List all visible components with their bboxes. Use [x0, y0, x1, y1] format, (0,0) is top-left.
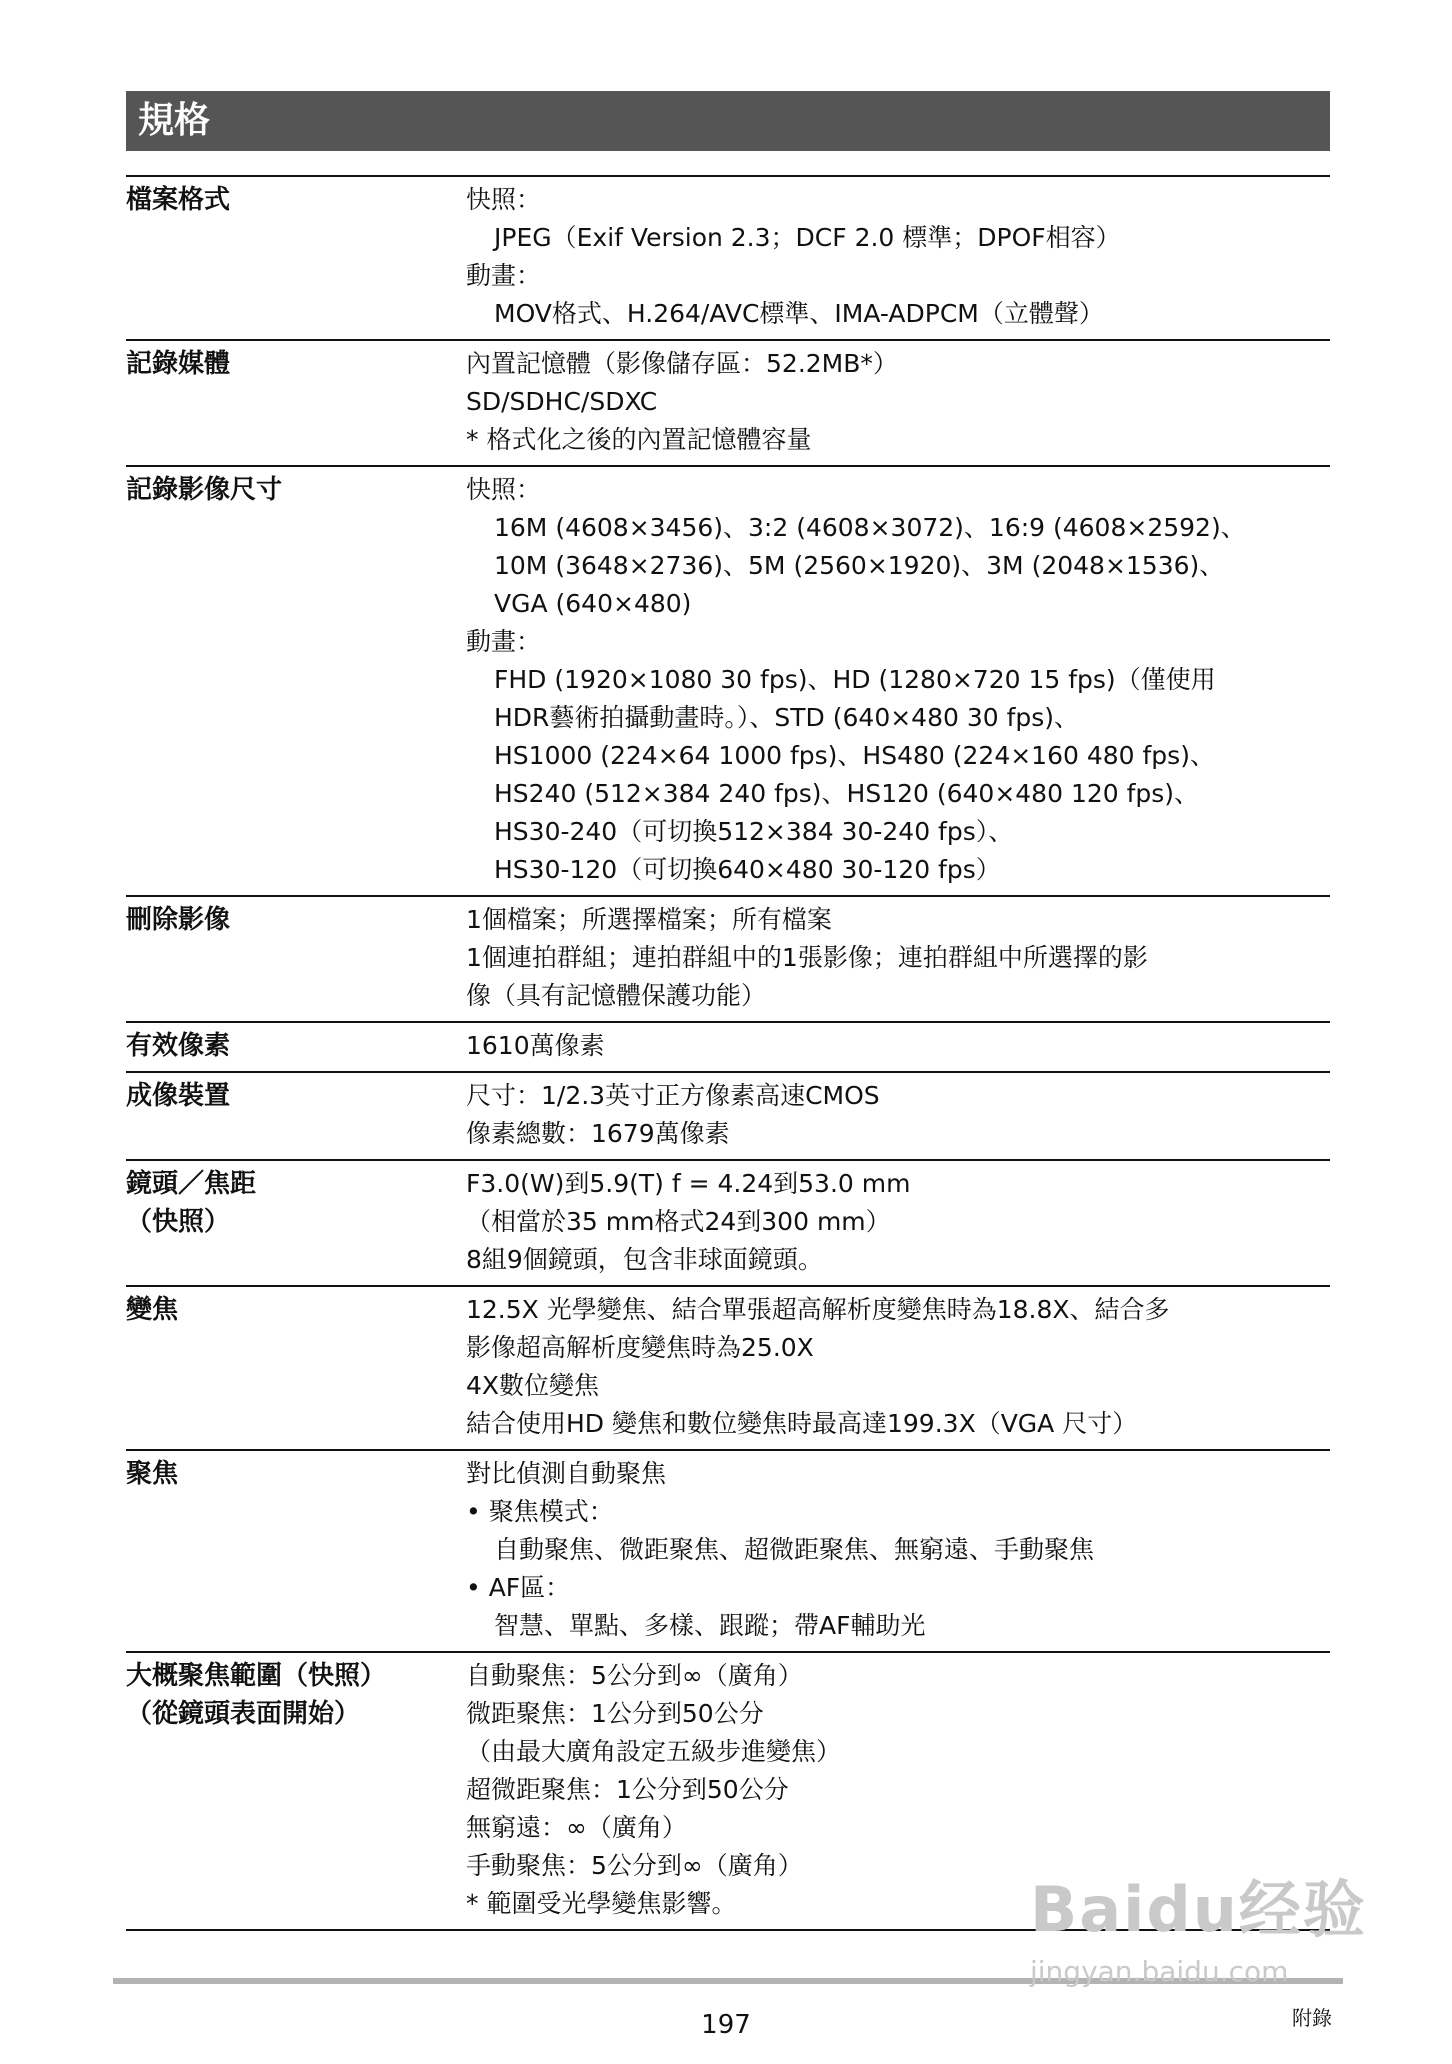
spec-row	[126, 897, 1330, 1023]
spec-value-line: JPEG（Exif Version 2.3；DCF 2.0 標準；DPOF相容）	[494, 223, 1121, 252]
spec-value-line: 無窮遠：∞（廣角）	[466, 1813, 687, 1842]
spec-value-line: HDR藝術拍攝動畫時。）、STD (640×480 30 fps)、	[494, 703, 1080, 732]
spec-row	[126, 467, 1330, 897]
spec-value-line: 超微距聚焦：1公分到50公分	[466, 1775, 789, 1804]
spec-value-line: 內置記憶體（影像儲存區：52.2MB*）	[466, 349, 898, 378]
spec-value-line: F3.0(W)到5.9(T) f = 4.24到53.0 mm	[466, 1169, 911, 1198]
section-header	[126, 91, 1330, 151]
spec-value-line: HS1000 (224×64 1000 fps)、HS480 (224×160 480 fps)、	[494, 741, 1215, 770]
spec-value-line: （相當於35 mm格式24到300 mm）	[466, 1207, 891, 1236]
spec-value-line: （由最大廣角設定五級步進變焦）	[466, 1737, 842, 1766]
spec-value	[466, 1291, 1330, 1443]
spec-row	[126, 341, 1330, 467]
spec-value	[466, 181, 1330, 333]
spec-value-line: 尺寸：1/2.3英寸正方像素高速CMOS	[466, 1081, 880, 1110]
spec-value-line: 自動聚焦、微距聚焦、超微距聚焦、無窮遠、手動聚焦	[494, 1535, 1095, 1564]
spec-label: 刪除影像	[126, 905, 231, 935]
spec-value-line: 自動聚焦：5公分到∞（廣角）	[466, 1661, 803, 1690]
spec-value-line: 微距聚焦：1公分到50公分	[466, 1699, 764, 1728]
spec-value-line: SD/SDHC/SDXC	[466, 387, 658, 416]
spec-value	[466, 1165, 1330, 1279]
spec-value-line: 像素總數：1679萬像素	[466, 1119, 730, 1148]
spec-label: 鏡頭／焦距 （快照）	[126, 1169, 257, 1237]
spec-value-line: 4X數位變焦	[466, 1371, 600, 1400]
spec-value	[466, 345, 1330, 459]
watermark-url: jingyan.baidu.com	[1030, 1955, 1289, 1988]
spec-label: 聚焦	[126, 1459, 179, 1489]
spec-label: 成像裝置	[126, 1081, 231, 1111]
spec-label: 記錄媒體	[126, 349, 231, 379]
spec-row	[126, 1023, 1330, 1073]
spec-value-line: 16M (4608×3456)、3:2 (4608×3072)、16:9 (4608×2592)、	[494, 513, 1246, 542]
spec-value	[466, 471, 1330, 889]
spec-label: 記錄影像尺寸	[126, 475, 283, 505]
spec-value-line: 結合使用HD 變焦和數位變焦時最高達199.3X（VGA 尺寸）	[466, 1409, 1138, 1438]
spec-row	[126, 177, 1330, 341]
spec-label: 變焦	[126, 1295, 179, 1325]
spec-row	[126, 1451, 1330, 1653]
spec-value-line: 動畫：	[466, 261, 542, 290]
spec-value-line: HS30-240（可切換512×384 30-240 fps）、	[494, 817, 1014, 846]
baidu-watermark	[1030, 1860, 1370, 2010]
spec-value	[466, 1455, 1330, 1645]
page-number: 197	[701, 2010, 751, 2040]
spec-value-line: 12.5X 光學變焦、結合單張超高解析度變焦時為18.8X、結合多	[466, 1295, 1170, 1324]
footer-section-name: 附錄	[1292, 2006, 1332, 2030]
spec-value-line: VGA (640×480)	[494, 589, 692, 618]
spec-value-line: 10M (3648×2736)、5M (2560×1920)、3M (2048×1536)、	[494, 551, 1225, 580]
spec-row	[126, 1073, 1330, 1161]
section-title: 規格	[138, 100, 211, 141]
spec-value	[466, 901, 1330, 1015]
spec-row	[126, 1161, 1330, 1287]
spec-value-line: • 聚焦模式：	[466, 1497, 614, 1526]
spec-value-line: 智慧、單點、多樣、跟蹤；帶AF輔助光	[494, 1611, 926, 1640]
spec-value-line: FHD (1920×1080 30 fps)、HD (1280×720 15 fps)（僅使用	[494, 665, 1216, 694]
spec-value-line: 像（具有記憶體保護功能）	[466, 981, 767, 1010]
spec-label: 大概聚焦範圍（快照） （從鏡頭表面開始）	[126, 1661, 387, 1729]
spec-value	[466, 1077, 1330, 1153]
watermark-brand: Baidu经验	[1030, 1873, 1367, 1946]
spec-value-line: * 格式化之後的內置記憶體容量	[466, 425, 812, 454]
spec-value-line: 1610萬像素	[466, 1031, 605, 1060]
spec-row	[126, 1287, 1330, 1451]
spec-value-line: HS240 (512×384 240 fps)、HS120 (640×480 120 fps)、	[494, 779, 1200, 808]
spec-value-line: • AF區：	[466, 1573, 571, 1602]
spec-value-line: HS30-120（可切換640×480 30-120 fps）	[494, 855, 1001, 884]
spec-value-line: 1個連拍群組；連拍群組中的1張影像；連拍群組中所選擇的影	[466, 943, 1148, 972]
spec-label: 有效像素	[126, 1031, 231, 1061]
spec-value-line: 手動聚焦：5公分到∞（廣角）	[466, 1851, 803, 1880]
spec-table	[126, 175, 1330, 1931]
spec-value-line: * 範圍受光學變焦影響。	[466, 1889, 737, 1918]
spec-value-line: 快照：	[466, 475, 542, 504]
spec-value-line: 快照：	[466, 185, 542, 214]
spec-value-line: 對比偵測自動聚焦	[466, 1459, 667, 1488]
spec-value-line: MOV格式、H.264/AVC標準、IMA-ADPCM（立體聲）	[494, 299, 1104, 328]
spec-label: 檔案格式	[126, 185, 231, 215]
spec-value-line: 1個檔案；所選擇檔案；所有檔案	[466, 905, 832, 934]
spec-value-line: 動畫：	[466, 627, 542, 656]
spec-value-line: 影像超高解析度變焦時為25.0X	[466, 1333, 814, 1362]
spec-value-line: 8組9個鏡頭，包含非球面鏡頭。	[466, 1245, 823, 1274]
spec-value	[466, 1027, 1330, 1065]
